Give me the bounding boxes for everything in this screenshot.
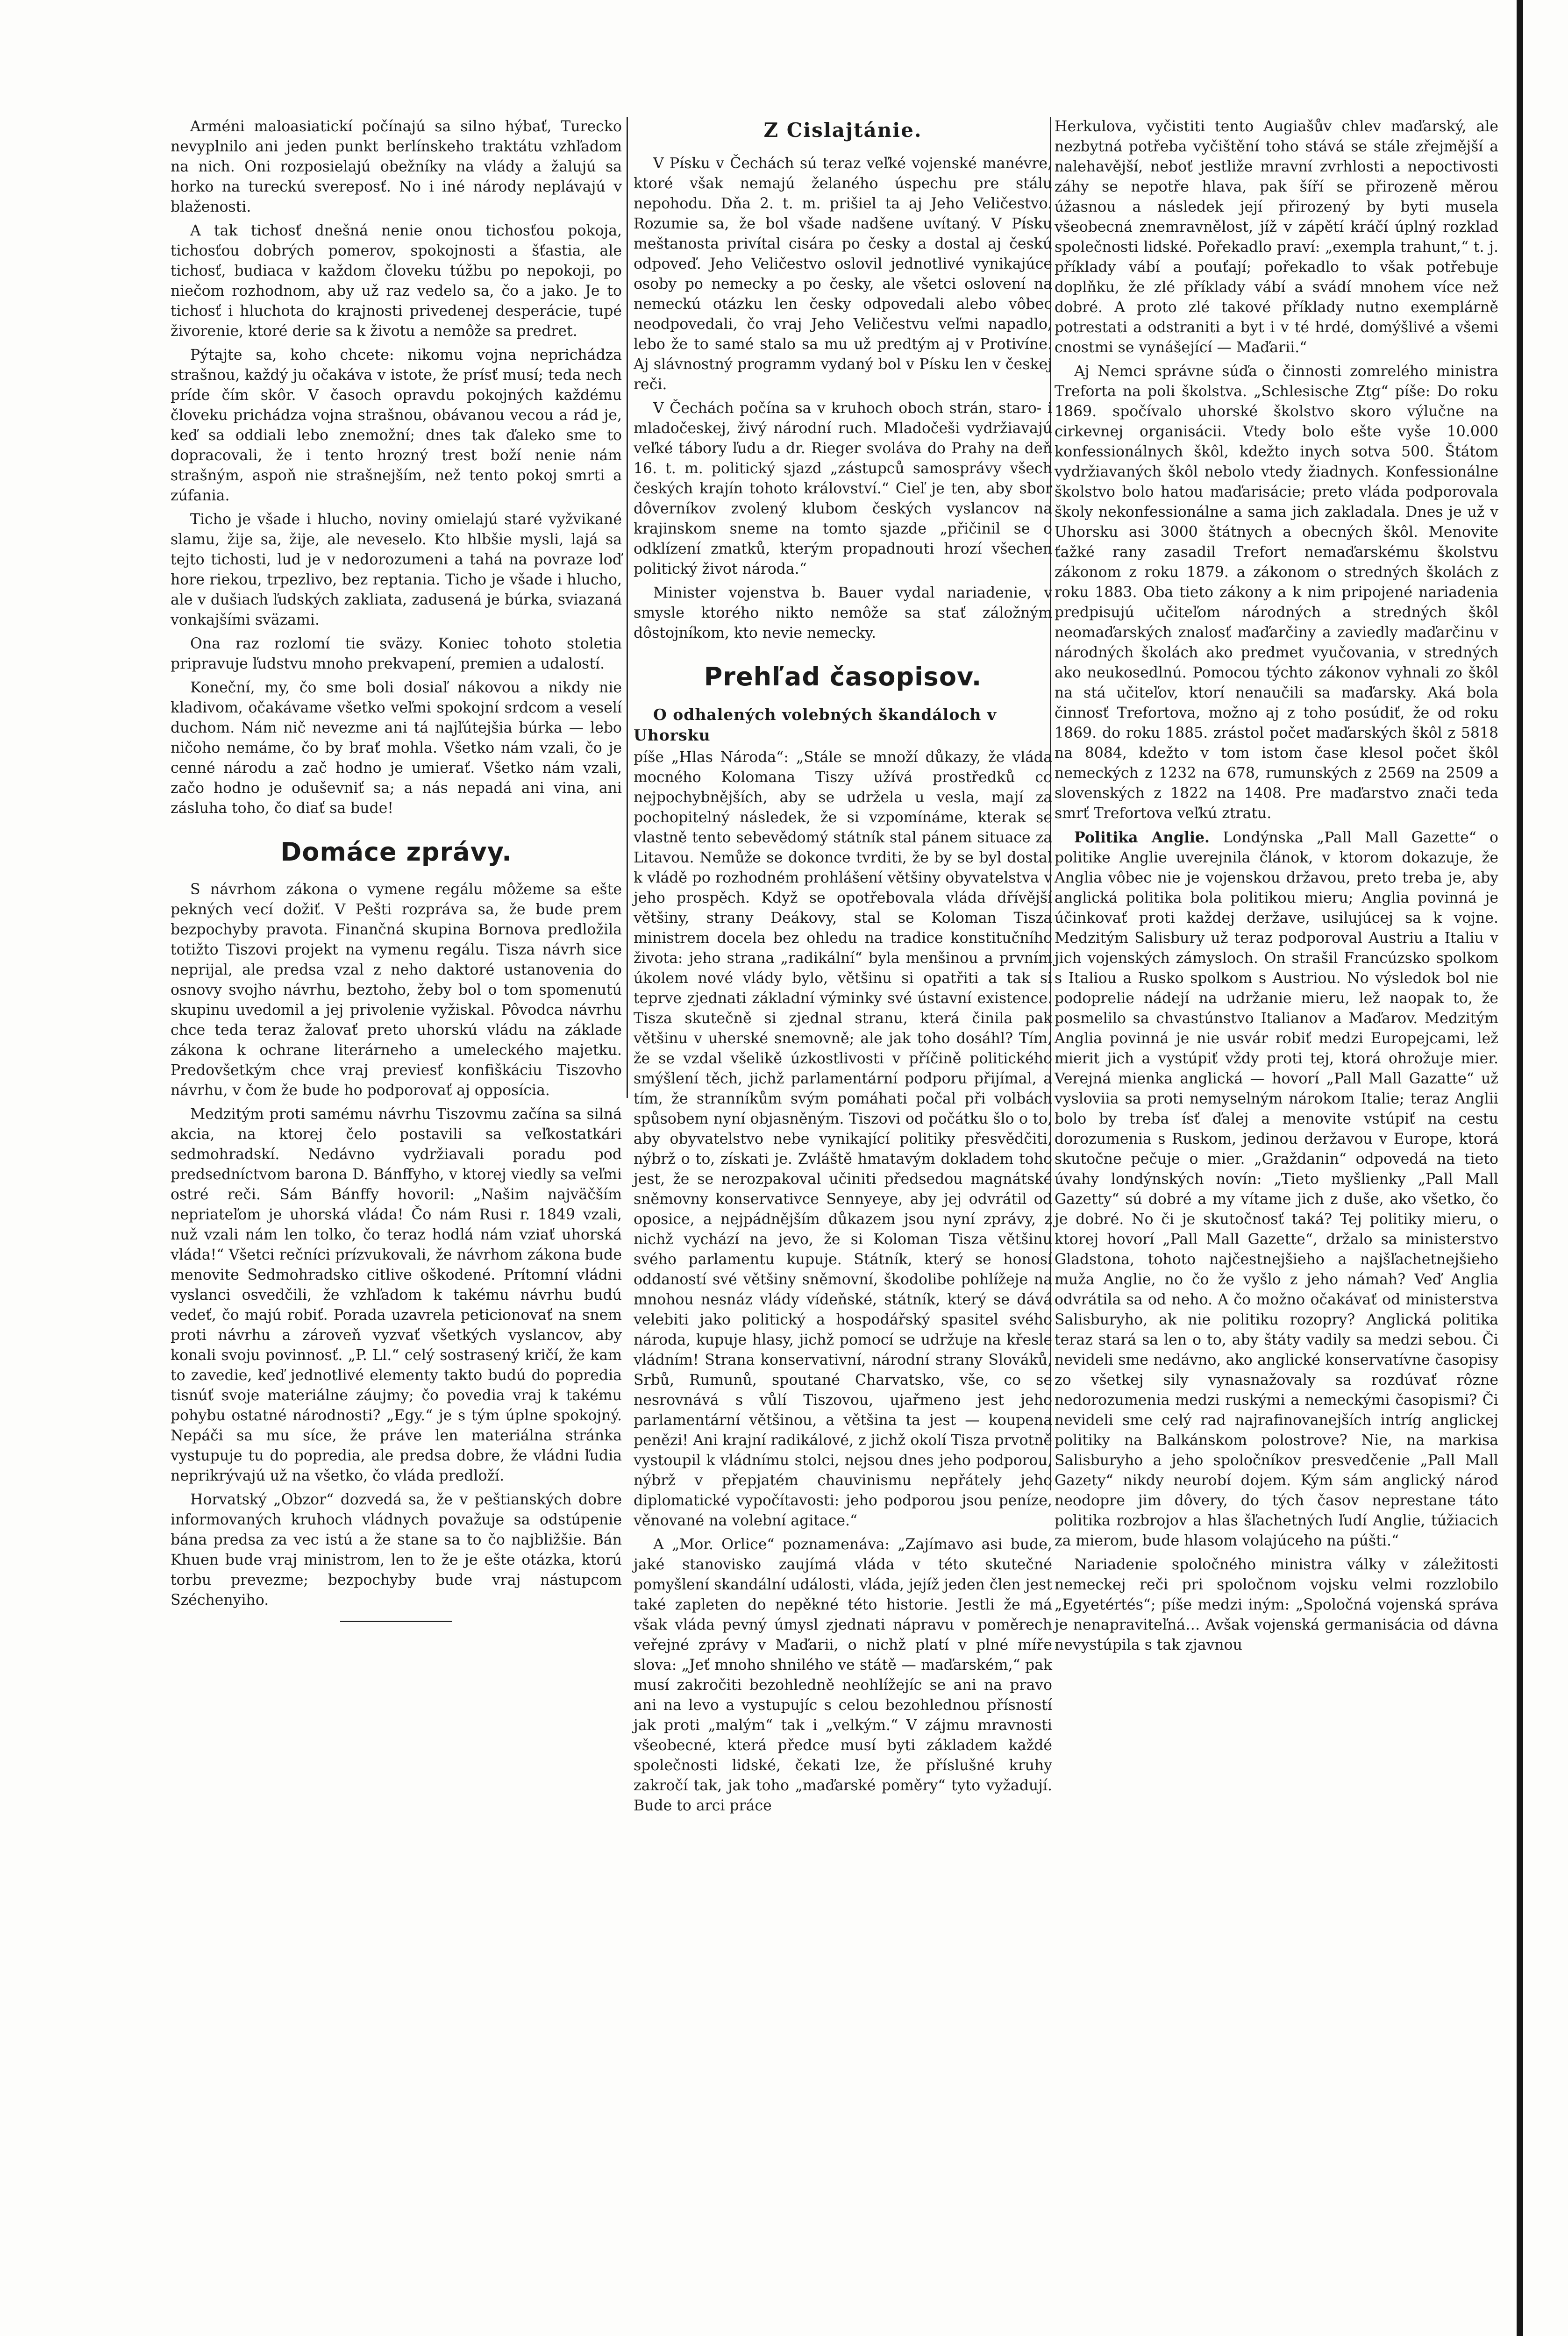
paragraph: Horvatský „Obzor“ dozvedá sa, že v peštianských dobre informovaných kruhoch vládnych považuje sa odstúpenie bána predsa za vec istú a že stane sa to čo najbližšie. Bán Khuen bude vraj ministrom, len to že je ešte otázka, ktorú torbu prevezme; bezpochyby bude vraj nástupcom Széchenyiho. (171, 1491, 622, 1609)
paragraph: A „Mor. Orlice“ poznamenáva: „Zajímavo asi bude, jaké stanovisko zaujímá vláda v této skutečné pomyšlení skandální události, vláda, jejíž jeden člen jest také zapleten do nepěkné této historie. Jestli že má však vláda pevný úmysl zjednati nápravu v poměrech veřejné zprávy v Maďarii, o nichž platí v plné míře slova: „Jeť mnoho shnilého ve státě — maďarském,“ pak musí zakročiti bezohledně neohlížejíc se ani na pravo ani na levo a vystupujíc s celou bezohlednou přísností jak proti „malým“ tak i „velkým.“ V zájmu mravnosti všeobecné, která předce musí byti základem každé společnosti lidské, čekati lze, že příslušné kruhy zakročí tak, jak toho „maďarské poměry“ tyto vyžadují. Bude to arci práce (634, 1536, 1052, 1814)
paragraph: Ticho je všade i hlucho, noviny omielajú staré vyžvikané slamu, žije sa, žije, ale neveselo. Kto hlbšie mysli, lajá sa tejto tichosti, lud je v nedorozumeni a tahá na povraze loď hore riekou, trpezlivo, bez reptania. Ticho je všade i hlucho, ale v dušiach ľudských zakliata, zadusená je búrka, sviazaná vonkajšími sväzami. (171, 511, 622, 628)
paragraph: Aj Nemci správne súďa o činnosti zomrelého ministra Treforta na poli školstva. „Schlesische Ztg“ píše: Do roku 1869. spočívalo uhorské školstvo skoro výlučne na cirkevnej organisácii. Vtedy bolo ešte vyše 10.000 konfessionálnych škôl, kdežto inych sotva 500. Štátom vydržiavaných škôl nebolo vtedy žiadnych. Konfessionálne školstvo bolo hatou maďarisácie; preto vláda podporovala školy nekonfessionálne a sama jich zakladala. Dnes je už v Uhorsku asi 3000 štátnych a obecných škôl. Menovite ťažké rany zasadil Trefort nemaďarskému školstvu zákonom z roku 1879. a zákonom o stredných školách z roku 1883. Oba tieto zákony a k nim pripojené nariadenia predpisujú učiteľom národných a stredných škôl neomaďarských znalosť maďarčiny a zaviedly maďarčinu v národných školách ako predmet vyučovania, v stredných ako neukosedlnú. Pomocou týchto zákonov vyhnali zo škôl na stá učiteľov, ktorí nenaučili sa maďarsky. Aká bola činnosť Trefortova, možno aj z toho posúdiť, že od roku 1869. do roku 1885. zrástol počet maďarských škôl z 5818 na 8084, kdežto v tom istom čase klesol počet škôl nemeckých z 1232 na 678, rumunských z 2569 na 2509 a slovenských z 1822 na 1408. Pre maďarstvo znači teda smrť Trefortova veľkú ztratu. (1055, 363, 1498, 822)
paragraph: Nariadenie spoločného ministra války v záležitosti nemeckej reči pri spoločnom vojsku velmi rozzlobilo „Egyetértés“; píše medzi iným: „Spoločná vojenská správa je nenapraviteľná… Avšak vojenská germanisácia od dávna nevystúpila s tak zjavnou (1055, 1556, 1498, 1653)
column-rule-left (627, 117, 628, 1098)
column-left (171, 117, 622, 1622)
paragraph: Koneční, my, čo sme boli dosiaľ nákovou a nikdy nie kladivom, očakávame všetko veľmi spokojní srdcom a veselí duchom. Nám nič nevezme ani tá najľútejšia búrka — lebo ničoho nemáme, čo by brať mohla. Všetko nám vzali, čo je cenné národu a zač hodno je umierať. Všetko nám vzali, začo hodno je oduševniť sa; a nás nepadá ani vina, ani zásluha toho, čo diať sa bude! (171, 679, 622, 817)
section-heading-domace-zpravy: Domáce zprávy. (280, 837, 512, 867)
paragraph: Minister vojenstva b. Bauer vydal nariadenie, v smysle ktorého nikto nemôže sa stať záložným dôstojníkom, kto nevie nemecky. (634, 584, 1052, 641)
page-edge-border (1517, 0, 1523, 2336)
paragraph-politika-anglie (1055, 827, 1498, 1551)
paragraph: S návrhom zákona o vymene regálu môžeme sa ešte pekných vecí dožiť. V Pešti rozpráva sa, že bude prem bezpochyby pravota. Finančná skupina Bornova predložila totižto Tiszovi projekt na vymenu regálu. Tisza návrh sice neprijal, ale predsa vzal z neho daktoré ustanovenia do osnovy svojho návrhu, beztoho, žeby bol o tom spomenutú skupinu uvedomil a jej privolenie vyžiskal. Pôvodca návrhu chce teda teraz žalovať preto uhorskú vládu na základe zákona k ochrane literárneho a umeleckého majetku. Predovšetkým chce vraj previesť konfiškáciu Tiszovho návrhu, v čom že bude ho podporovať aj opposícia. (171, 881, 622, 1099)
section-heading-cislajtania: Z Cislajtánie. (763, 119, 922, 142)
politika-anglie-lead: Politika Anglie. (1074, 829, 1210, 846)
column-right (1055, 117, 1498, 1659)
paragraph: V Písku v Čechách sú teraz veľké vojenské manévre, ktoré však nemajú želaného úspechu pre stálu nepohodu. Dňa 2. t. m. prišiel ta aj Jeho Veličestvo. Rozumie sa, že bol všade nadšene uvítaný. V Písku meštanosta privítal cisára po česky a dostal aj českú odpoveď. Jeho Veličestvo oslovil jednotlivé vynikajúce osoby po nemecky a po česky, ale všetci oslovení na nemeckú otázku len česky odpovedali alebo vôbec neodpovedali, čo vraj Jeho Veličestvu veľmi napadlo, lebo že to samé stalo sa mu už predtým aj v Protivíne. Aj slávnostný programm vydaný bol v Písku len v českej reči. (634, 155, 1052, 393)
subheading-volebne-skandaly: O odhalených volebných škandáloch v Uhorsku (634, 705, 997, 744)
paragraph: Pýtajte sa, koho chcete: nikomu vojna neprichádza strašnou, každý ju očakáva v istote, že prísť musí; teda nech príde čím skôr. V časoch opravdu pokojných každému človeku prichádza vojna strašnou, obávanou vecou a rád je, keď sa oddiali lebo znemožní; dnes tak ďaleko sme to dopracovali, že i tento hrozný trest boží nenie nám strašným, aspoň nie strašnejším, než tento pokoj smrti a zúfania. (171, 347, 622, 504)
paragraph: Herkulova, vyčistiti tento Augiašův chlev maďarský, ale nezbytná potřeba vyčištění toho stává se stále zřejmější a nalehavější, neboť jestliže mravní zvrhlosti a nepoctivosti záhy se nepotře hlava, pak šíří se přirozeně měrou úžasnou a následek její přirozený by byti musela všeobecná znemravnělost, jíž v zápětí kráčí úplný rozklad společnosti lidské. Pořekadlo praví: „exempla trahunt,“ t. j. příklady vábí a pouťají; pořekadlo to však potřebuje doplňku, že zlé příklady vábí a svádí mnohem více než dobré. A proto zlé takové příklady nutno exemplárně potrestati a odstraniti a byt i v té hrdé, domýšlivé a všemi cnostmi se vynášející — Maďarii.“ (1055, 118, 1498, 356)
end-rule (340, 1621, 452, 1622)
paragraph: píše „Hlas Národa“: „Stále se množí důkazy, že vláda mocného Kolomana Tiszy užívá prostředků co nejpochybnějších, aby se udržela u vesla, mají za pochopitelný následek, že si vzpomínáme, kterak se vlastně tento sebevědomý státník stal pánem situace za Litavou. Nemůže se dokonce tvrditi, že by se byl dostal k vládě po rozhodném prohlášení většiny obyvatelstva v jeho prospěch. Když se opotřebovala vláda dřívější většiny, strany Deákovy, stal se Koloman Tisza ministrem docela bez ohledu na tradice konstitučního života: jeho strana „radikální“ byla menšinou a prvním úkolem nové vlády bylo, většinu si opatřiti a tak si teprve zjednati základní výminky své ústavní existence. Tisza skutečně si zjednal stranu, která činila pak většinu v uherské snemovně; ale jak toho dosáhl? Tím, že se vzdal všelikě úzkostlivosti v příčině politického smýšlení těch, jichž parlamentární podporu přijímal, a tím, že stranníkům svým pomáhati počal při volbách spůsobem nyní objasněným. Tiszovi od počátku šlo o to, aby obyvatelstvo nebe vynikající politiky přesvědčiti, nýbrž o to, získati je. Zvláště hmatavým dokladem toho jest, že se nerozpakoval učiniti předsedou magnátské sněmovny konservativce Sennyeye, aby jej odvrátil od oposice, a nejpádnějším důkazem jsou nyní zprávy, z nichž vychází na jevo, že si Koloman Tisza většinu svého parlamentu kupuje. Státník, který se honosí oddaností své většiny sněmovní, škodolibe pohlížeje na mnohou nesnáz vlády vídeňské, státník, který se dává velebiti jako politický a hospodářský spasitel svého národa, kupuje hlasy, jichž pomocí se udržuje na křesle vládním! Strana konservativní, národní strany Slováků, Srbů, Rumunů, spoutané Charvatsko, vše, co se nesrovnává s vůlí Tiszovou, ujařmeno jest jeho parlamentární většinou, a většina ta jest — koupena penězi! Ani krajní radikálové, z jichž okolí Tisza prvotně vystoupil k vládnímu stolci, nejsou dnes jeho podporou, nýbrž v přepjatém chauvinismu nepřátely jeho diplomatické vypočítavosti: jeho podporou jsou peníze, věnované na volební agitace.“ (634, 749, 1052, 1529)
paragraph: A tak tichosť dnešná nenie onou tichosťou pokoja, tichosťou dobrých pomerov, spokojnosti a šťastia, ale tichosť, budiaca v každom človeku túžbu po nepokoji, po niečom rozhodnom, aby už raz vedelo sa, čo a jako. Je to tichosť i hluchota do krajnosti privedenej desperácie, tupé živorenie, ktoré derie sa k životu a nemôže sa predret. (171, 222, 622, 340)
paragraph: Arméni maloasiatickí počínajú sa silno hýbať, Turecko nevyplnilo ani jeden punkt berlínskeho traktátu vzhľadom na nich. Oni rozposielajú obežníky na vlády a žalujú sa horko na tureckú svereposť. No i iné národy neplávajú v blaženosti. (171, 118, 622, 215)
section-heading-prehlad-casopisov: Prehľad časopisov. (704, 662, 982, 691)
paragraph: Medzitým proti samému návrhu Tiszovmu začína sa silná akcia, na ktorej čelo postavili sa veľkostatkári sedmohradskí. Nedávno vydržiavali poradu pod predsedníctvom barona D. Bánffyho, v ktorej viedly sa veľmi ostré reči. Sám Bánffy hovoril: „Našim najväčším nepriateľom je uhorská vláda! Čo nám Rusi r. 1849 vzali, nuž vzali nám len tolko, čo teraz hodlá nám vziať uhorská vláda!“ Všetci rečníci prízvukovali, že návrhom zákona bude menovite Sedmohradsko citlive oškodené. Prítomní vládni vyslanci osvedčili, že vzhľadom k takému návrhu budú vedeť, čo majú robiť. Porada uzavrela peticionovať na snem proti návrhu a zároveň vyzvať všetkých vyslancov, aby konali svoju povinnosť. „P. Ll.“ celý sostrasený kričí, že kam to zavedie, keď jednotlivé elementy takto budú do popredia tisnúť svoje materiálne záujmy; čo povedia vraj k takému pohybu ostatné národnosti? „Egy.“ je s tým úplne spokojný. Nepáči sa mu síce, že práve len materiálna stránka vystupuje tu do popredia, ale predsa dobre, že vládni ľudia neprikrývajú už na všetko, čo vláda predloží. (171, 1106, 622, 1484)
column-middle (634, 117, 1052, 1820)
paragraph: V Čechách počína sa v kruhoch oboch strán, staro- i mladočeskej, živý národní ruch. Mladočeši vydržiavajú veľké tábory ľudu a dr. Rieger svoláva do Prahy na deň 16. t. m. politický sjazd „zástupců samosprávy všech českých krajín tohoto království.“ Cieľ je ten, aby sbor dôverníkov zvolený klubom českých vyslancov na krajinskom sneme na tomto sjazde „přičinil se o odklízení zmatků, kterým propadnouti hrozí všechen politický život národa.“ (634, 400, 1052, 577)
paragraph: Ona raz rozlomí tie sväzy. Koniec tohoto stoletia pripravuje ľudstvu mnoho prekvapení, premien a udalostí. (171, 635, 622, 672)
politika-anglie-body: Londýnska „Pall Mall Gazette“ o politike Anglie uverejnila článok, v ktorom dokazuje, že Anglia vôbec nie je vojenskou državou, preto treba je, aby anglická politika bola politikou mieru; Anglia povinná je účinkovať proti každej deržave, usilujúcej sa k vojne. Medzitým Salisbury už teraz podporoval Austriu a Italiu v jich vojenských zámysloch. On strašil Francúzsko spolkom s Italiou a Rusko spolkom s Austriou. No výsledok bol nie podoprelie nádejí na udržanie mieru, lež naopak to, že posmelilo sa chvastúnstvo Italianov a Maďarov. Medzitým Anglia povinná je nie usvár robiť medzi Europejcami, lež mierit jich a vystúpiť vždy proti tej, ktorá ohrožuje mier. Verejná mienka anglická — hovorí „Pall Mall Gazatte“ už vysloviia sa proti nemyselným nárokom Italie; teraz Anglii bolo by treba ísť ďalej a menovite vstúpiť na cestu dorozumenia s Ruskom, jedinou deržavou v Europe, ktorá skutočne pečuje o mier. „Graždanin“ odpovedá na tieto úvahy londýnských novín: „Tieto myšlienky „Pall Mall Gazetty“ sú dobré a my vítame jich z duše, ako všetko, čo je dobré. No či je skutočnosť taká? Tej politiky mieru, o ktorej hovorí „Pall Mall Gazette“, držalo sa ministerstvo Gladstona, tohoto najčestnejšieho a najšľachetnejšieho muža Anglie, no čo že vyšlo z jeho námah? Veď Anglia odvrátila sa od neho. A čo možno očakávať od ministerstva Salisburyho, ak nie politiku rozopry? Anglická politika teraz stará sa len o to, aby štáty vadily sa medzi sebou. Či nevideli sme nedávno, ako anglické konservatívne časopisy zo všetkej sily vynasnažovaly sa rozdúvať rôzne nedorozumenia medzi ruskými a nemeckými časopismi? Či nevideli sme celý rad najrafinovanejších intríg anglickej politiky na Balkánskom polostrove? Nie, na markisa Salisburyho a jeho spoločníkov presvedčenie „Pall Mall Gazety“ nikdy neurobí dojem. Kým sám anglický národ neodopre jim dôvery, do tých časov neprestane táto politika rozbrojov a hlas šľachetných ľudí Anglie, túžiacich za mierom, bude hlasom volajúceho na púšti.“ (1055, 829, 1499, 1549)
